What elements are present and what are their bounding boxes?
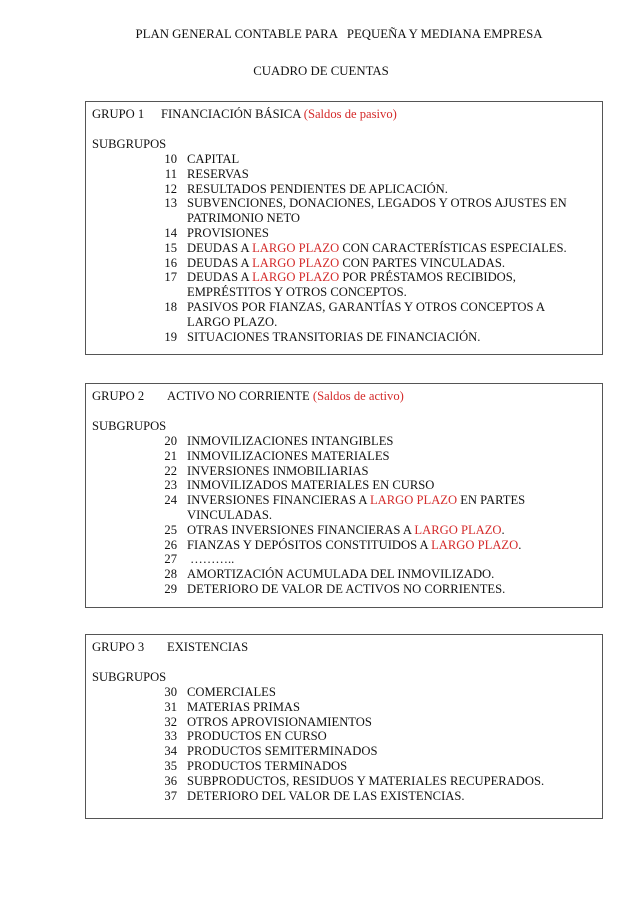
subgroup-text	[187, 270, 582, 300]
subgroup-text-main: RESULTADOS PENDIENTES DE APLICACIÓN.	[187, 181, 448, 196]
subgroup-row	[86, 167, 602, 182]
subgroup-text-main: INMOVILIZADOS MATERIALES EN CURSO	[187, 478, 435, 493]
subgroup-number: 20	[164, 434, 177, 448]
subgroup-number: 18	[164, 299, 177, 314]
subgroup-number: 24	[164, 493, 177, 508]
subgroup-number: 29	[164, 581, 177, 596]
subgroup-number: 11	[164, 166, 177, 181]
subgroup-row	[86, 300, 602, 330]
subgroup-text-main: PRODUCTOS EN CURSO	[187, 729, 327, 744]
group-1-box	[85, 101, 603, 355]
subgroup-text-main: INVERSIONES INMOBILIARIAS	[187, 463, 369, 478]
subgroup-text	[187, 567, 582, 582]
subgroup-row	[86, 478, 602, 493]
subgroup-number: 17	[164, 270, 177, 285]
subgroup-text-main: SITUACIONES TRANSITORIAS DE FINANCIACIÓN.	[187, 329, 481, 344]
group-name: EXISTENCIAS	[167, 640, 249, 654]
subgroup-number: 35	[164, 758, 177, 773]
document-title: PLAN GENERAL CONTABLE PARA PEQUEÑA Y MEDIANA EMPRESA	[135, 27, 543, 41]
subgroup-text-main: DEUDAS A	[187, 240, 253, 255]
subgroup-row	[86, 449, 602, 464]
subgroup-number: 22	[164, 463, 177, 478]
subgroup-number: 34	[164, 744, 177, 759]
subgroup-text-main: PASIVOS POR FIANZAS, GARANTÍAS Y OTROS CONCEPTOS A LARGO PLAZO.	[187, 299, 548, 329]
subgroup-text-main: DEUDAS A	[187, 270, 253, 285]
subgroup-row	[86, 774, 602, 789]
subgroup-text	[187, 152, 582, 167]
subgroup-text-main: COMERCIALES	[187, 685, 276, 699]
subgroup-text	[187, 685, 582, 700]
subgroup-number: 30	[164, 685, 177, 699]
subgroup-text-main: DETERIORO DEL VALOR DE LAS EXISTENCIAS.	[187, 788, 465, 803]
subgroup-number: 23	[164, 478, 177, 493]
subgroup-number: 37	[164, 788, 177, 803]
subgroup-number: 25	[164, 522, 177, 537]
subgroup-text-main: PROVISIONES	[187, 225, 269, 240]
subgroup-text	[187, 256, 582, 271]
subgroup-text	[187, 167, 582, 182]
subgroup-text-main: OTROS APROVISIONAMIENTOS	[187, 714, 372, 729]
subgroup-row	[86, 330, 602, 345]
subgroup-text	[187, 538, 582, 553]
subgroup-text-main: DEUDAS A	[187, 255, 253, 270]
subgroup-text-rest: CON PARTES VINCULADAS.	[339, 255, 505, 270]
subgroup-text-main: INMOVILIZACIONES MATERIALES	[187, 448, 390, 463]
subgroup-row	[86, 523, 602, 538]
group-note: (Saldos de activo)	[312, 389, 404, 403]
group-label: GRUPO 3	[92, 640, 145, 654]
group-name: ACTIVO NO CORRIENTE	[167, 389, 310, 403]
subgroup-text-main: MATERIAS PRIMAS	[187, 699, 301, 714]
subgroup-row	[86, 196, 602, 226]
subgroup-number: 32	[164, 714, 177, 729]
document-subtitle: CUADRO DE CUENTAS	[253, 64, 389, 78]
subgroup-text	[187, 552, 582, 567]
subgroup-text-rest: .	[501, 522, 505, 537]
group-label: GRUPO 2	[92, 389, 145, 403]
subgroup-text	[187, 196, 582, 226]
subgroup-row	[86, 582, 602, 597]
subgroups-label: SUBGRUPOS	[92, 670, 167, 684]
subgroup-text	[187, 759, 582, 774]
subgroup-text	[187, 300, 582, 330]
subgroup-text	[187, 182, 582, 197]
subgroup-text-main: PRODUCTOS SEMITERMINADOS	[187, 744, 378, 759]
subgroup-number: 28	[164, 567, 177, 582]
subgroup-text	[187, 700, 582, 715]
group-3-box	[85, 634, 603, 819]
subgroup-row	[86, 552, 602, 567]
subgroup-number: 26	[164, 537, 177, 552]
subgroup-text-main: INVERSIONES FINANCIERAS A	[187, 493, 370, 508]
highlight-text: LARGO PLAZO	[369, 493, 458, 508]
subgroup-row	[86, 789, 602, 804]
group-2-box	[85, 383, 603, 608]
subgroup-number: 19	[164, 329, 177, 344]
subgroup-text-main: ………..	[187, 552, 235, 567]
subgroup-row	[86, 270, 602, 300]
subgroup-text	[187, 464, 582, 479]
subgroup-text	[187, 523, 582, 538]
subgroup-text-main: OTRAS INVERSIONES FINANCIERAS A	[187, 522, 415, 537]
subgroup-text-main: PRODUCTOS TERMINADOS	[187, 758, 348, 773]
subgroup-text-main: FIANZAS Y DEPÓSITOS CONSTITUIDOS A	[187, 537, 432, 552]
subgroup-text	[187, 715, 582, 730]
subgroup-row	[86, 226, 602, 241]
subgroup-list	[86, 685, 602, 803]
subgroup-text	[187, 241, 582, 256]
subgroup-text-rest: EN PARTES VINCULADAS.	[187, 493, 529, 522]
subgroup-number: 27	[164, 552, 177, 567]
subgroup-text	[187, 744, 582, 759]
subgroup-text-main: AMORTIZACIÓN ACUMULADA DEL INMOVILIZADO.	[187, 567, 495, 582]
subgroup-text-main: INMOVILIZACIONES INTANGIBLES	[187, 434, 394, 448]
subgroups-label: SUBGRUPOS	[92, 419, 167, 433]
subgroup-text	[187, 478, 582, 493]
subgroup-text-main: CAPITAL	[187, 152, 240, 166]
subgroup-text	[187, 789, 582, 804]
subgroup-text	[187, 729, 582, 744]
subgroup-text-main: SUBPRODUCTOS, RESIDUOS Y MATERIALES RECUPERADOS.	[187, 773, 545, 788]
subgroup-text	[187, 493, 582, 523]
subgroup-text	[187, 774, 582, 789]
subgroup-row	[86, 715, 602, 730]
subgroup-row	[86, 464, 602, 479]
subgroup-row	[86, 759, 602, 774]
group-title	[161, 107, 397, 122]
subgroup-row	[86, 685, 602, 700]
subgroup-number: 31	[164, 699, 177, 714]
subgroup-row	[86, 493, 602, 523]
subgroup-row	[86, 567, 602, 582]
group-note: (Saldos de pasivo)	[303, 107, 397, 121]
subgroup-number: 14	[164, 225, 177, 240]
highlight-text: LARGO PLAZO	[431, 537, 519, 552]
subgroup-text	[187, 330, 582, 345]
subgroup-row	[86, 434, 602, 449]
subgroup-row	[86, 152, 602, 167]
subgroup-text	[187, 226, 582, 241]
subgroup-text-main: SUBVENCIONES, DONACIONES, LEGADOS Y OTROS AJUSTES EN PATRIMONIO NETO	[187, 196, 570, 226]
subgroup-number: 10	[164, 152, 177, 166]
subgroup-row	[86, 744, 602, 759]
group-name: FINANCIACIÓN BÁSICA	[161, 107, 301, 121]
subgroup-number: 33	[164, 729, 177, 744]
subgroup-text	[187, 434, 582, 449]
subgroup-text-main: DETERIORO DE VALOR DE ACTIVOS NO CORRIENTES.	[187, 581, 506, 596]
subgroup-row	[86, 241, 602, 256]
subgroup-number: 21	[164, 448, 177, 463]
subgroup-number: 16	[164, 255, 177, 270]
subgroup-text-rest: POR PRÉSTAMOS RECIBIDOS, EMPRÉSTITOS Y OTROS CONCEPTOS.	[187, 270, 520, 300]
highlight-text: LARGO PLAZO	[414, 522, 502, 537]
group-title	[167, 640, 248, 655]
subgroups-label: SUBGRUPOS	[92, 137, 167, 151]
subgroup-number: 36	[164, 773, 177, 788]
subgroup-list	[86, 152, 602, 344]
subgroup-row	[86, 182, 602, 197]
highlight-text: LARGO PLAZO	[252, 255, 340, 270]
subgroup-text-rest: CON CARACTERÍSTICAS ESPECIALES.	[339, 240, 567, 255]
subgroup-row	[86, 729, 602, 744]
subgroup-number: 12	[164, 181, 177, 196]
subgroup-number: 15	[164, 240, 177, 255]
subgroup-number: 13	[164, 196, 177, 211]
subgroup-row	[86, 538, 602, 553]
subgroup-text	[187, 449, 582, 464]
highlight-text: LARGO PLAZO	[252, 270, 340, 285]
group-title	[167, 389, 404, 404]
subgroup-text-rest: .	[518, 537, 522, 552]
subgroup-list	[86, 434, 602, 597]
subgroup-row	[86, 700, 602, 715]
subgroup-text	[187, 582, 582, 597]
subgroup-text-main: RESERVAS	[187, 166, 249, 181]
group-label: GRUPO 1	[92, 107, 145, 121]
highlight-text: LARGO PLAZO	[252, 240, 340, 255]
subgroup-row	[86, 256, 602, 271]
